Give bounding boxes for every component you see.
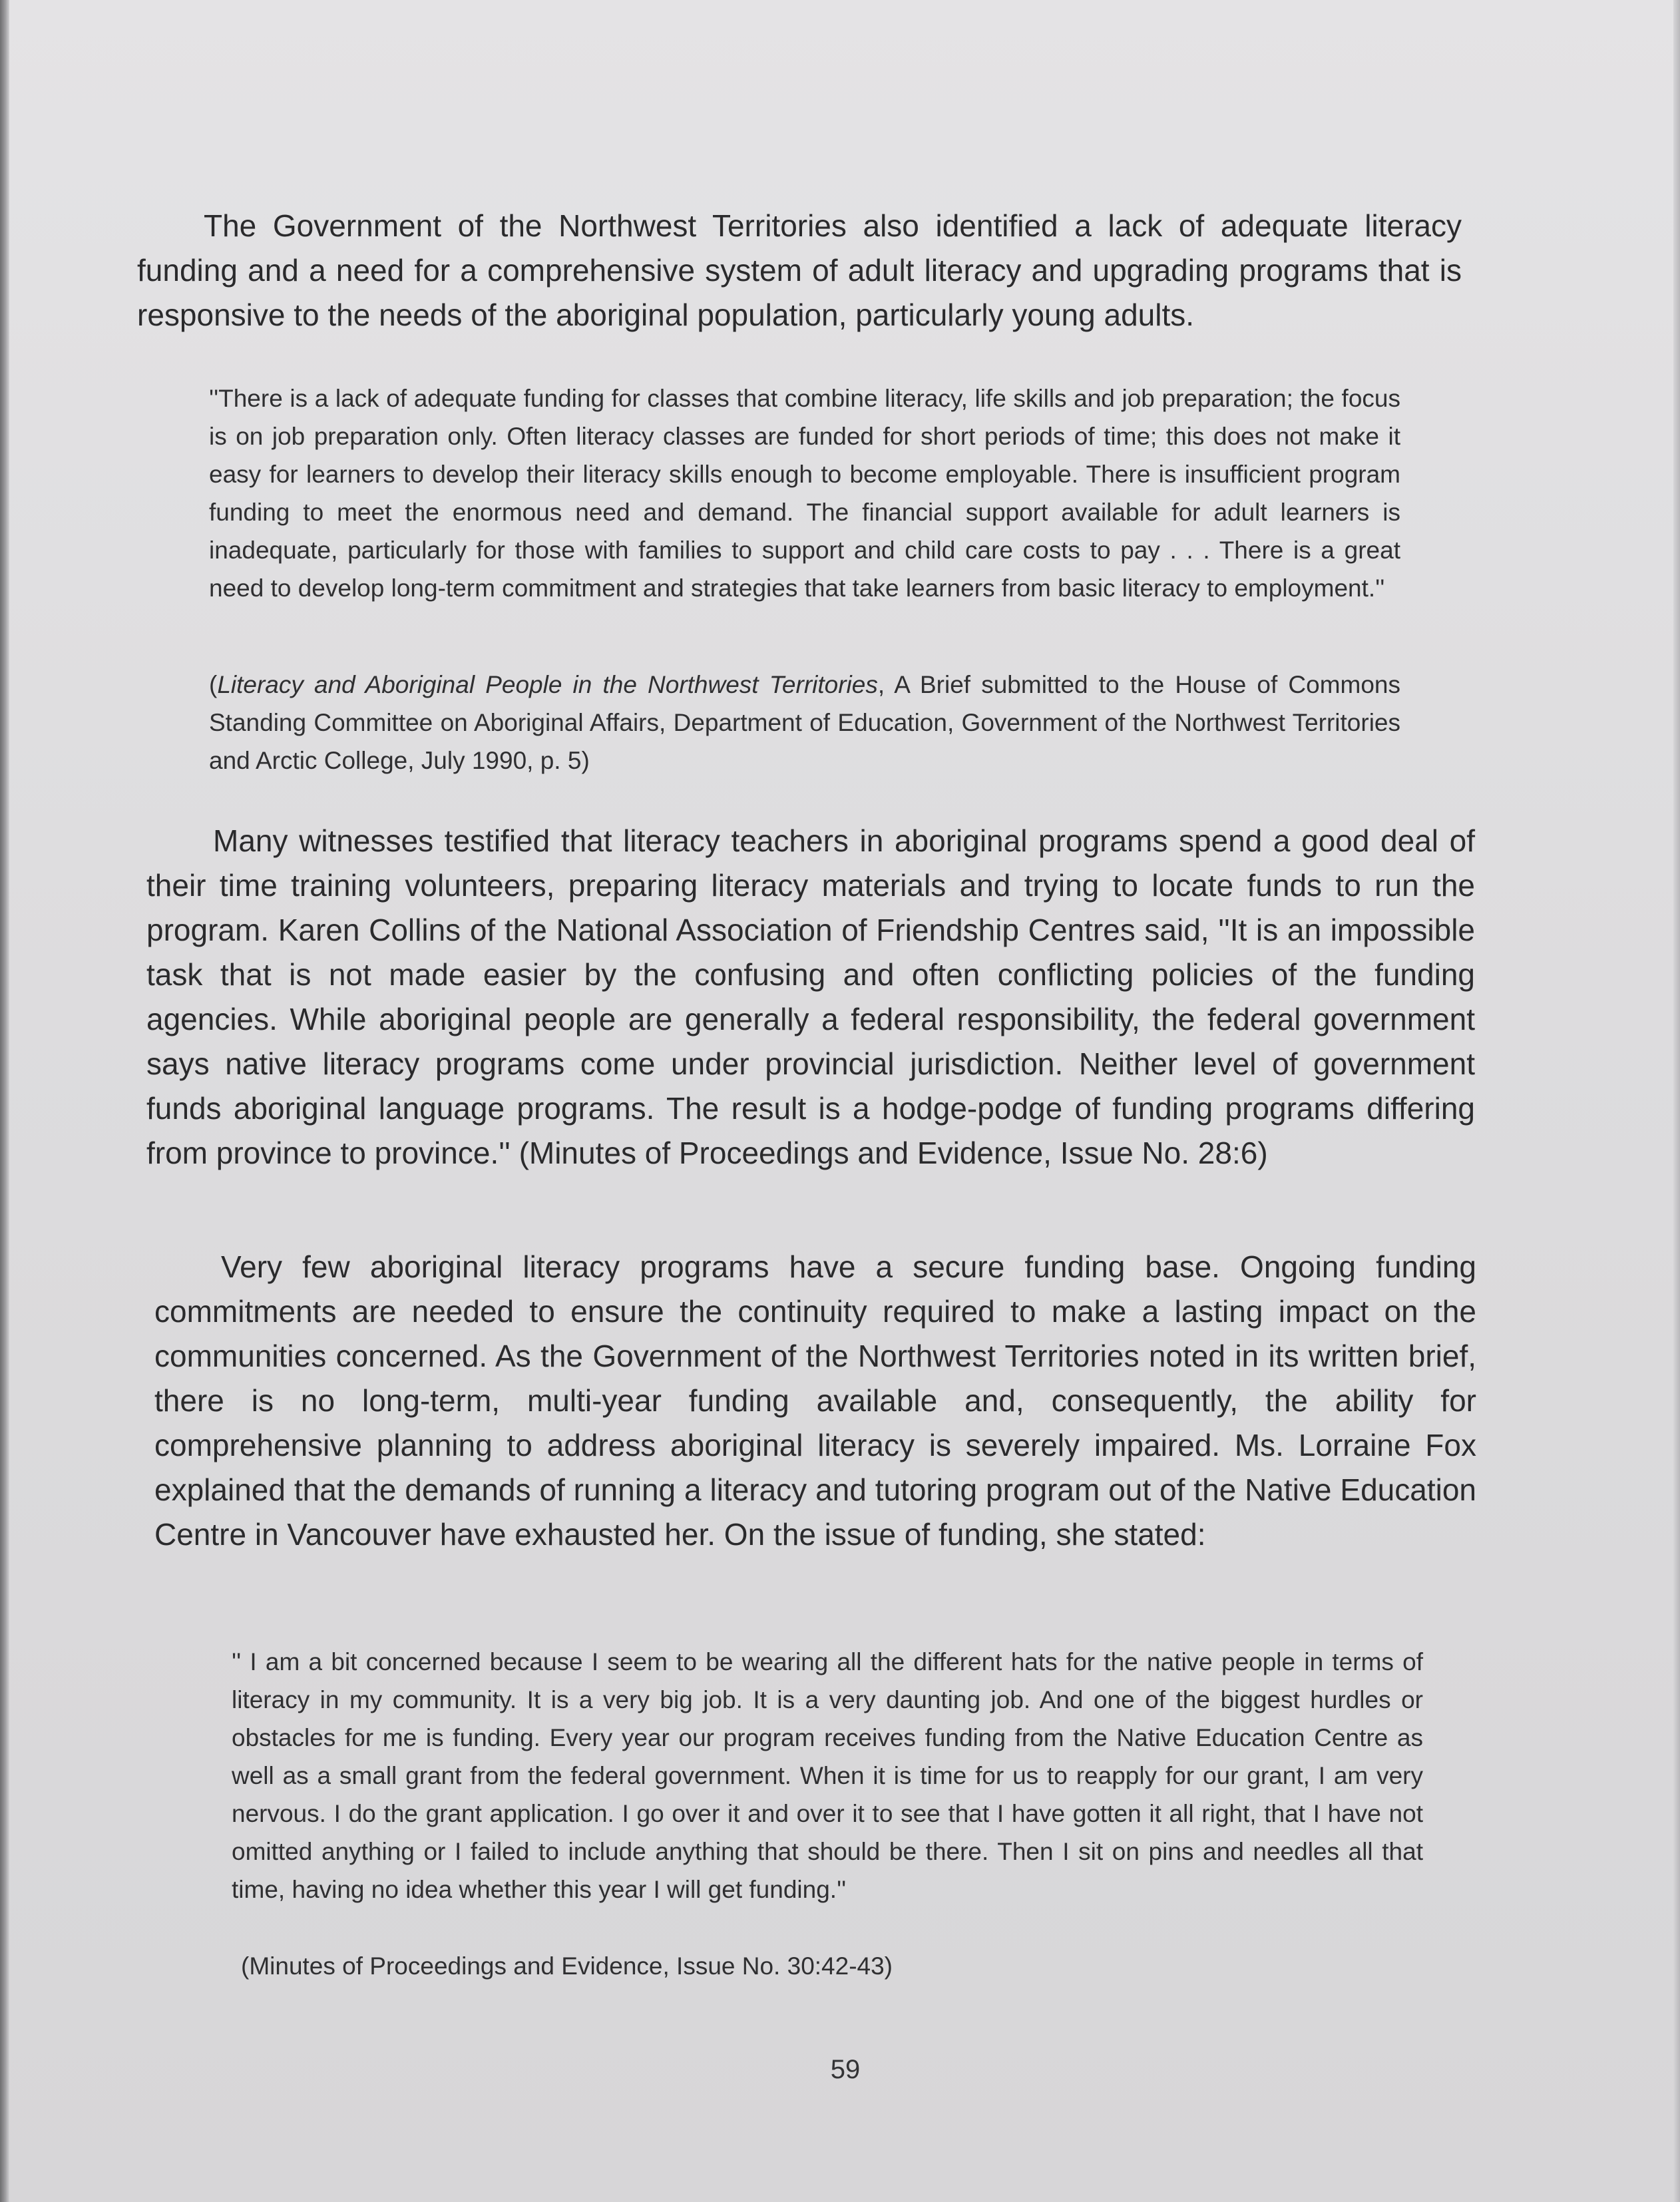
citation-open-paren: (	[209, 671, 218, 698]
page-number: 59	[830, 2055, 861, 2084]
citation-nwt-brief	[209, 666, 1400, 779]
paragraph-secure-funding: Very few aboriginal literacy programs have a secure funding base. Ongoing funding commitments are needed to ensure the continuity required to make a lasting impact on the communities concerned. As the Government of the Northwest Territories noted in its written brief, there is no long-term, multi-year funding available and, consequently, the ability for comprehensive planning to address aboriginal literacy is severely impaired. Ms. Lorraine Fox explained that the demands of running a literacy and tutoring program out of the Native Education Centre in Vancouver have exhausted her. On the issue of funding, she stated:	[154, 1249, 1476, 1552]
citation-details: , A Brief submitted to the House of Commons Standing Committee on Aboriginal Affairs, Department of Education, Government of the Northwest Territories and Arctic College, July 1990, p. 5)	[209, 671, 1400, 774]
paragraph-nwt-funding-need: The Government of the Northwest Territories also identified a lack of adequate literacy funding and a need for a comprehensive system of adult literacy and upgrading programs that is responsive to the needs of the aboriginal population, particularly young adults.	[137, 208, 1462, 332]
page-right-edge-shadow	[1673, 0, 1680, 2202]
block-quote-lorraine-fox: '' I am a bit concerned because I seem to be wearing all the different hats for the native people in terms of literacy in my community. It is a very big job. It is a very daunting job. And one of the biggest hurdles or obstacles for me is funding. Every year our program receives funding from the Native Education Centre as well as a small grant from the federal government. When it is time for us to reapply for our grant, I am very nervous. I do the grant application. I go over it and over it to see that I have gotten it all right, that I have not omitted anything or I failed to include anything that should be there. Then I sit on pins and needles all that time, having no idea whether this year I will get funding.''	[232, 1648, 1423, 1903]
page-left-edge-shadow	[0, 0, 9, 2202]
citation-minutes-proceedings: (Minutes of Proceedings and Evidence, Issue No. 30:42-43)	[241, 1952, 893, 1980]
citation-title: Literacy and Aboriginal People in the Northwest Territories	[217, 671, 878, 698]
block-quote-nwt-brief: ''There is a lack of adequate funding for classes that combine literacy, life skills and job preparation; the focus is on job preparation only. Often literacy classes are funded for short periods of time; this does not make it easy for learners to develop their literacy skills enough to become employable. There is insufficient program funding to meet the enormous need and demand. The financial support available for adult learners is inadequate, particularly for those with families to support and child care costs to pay . . . There is a great need to develop long-term commitment and strategies that take learners from basic literacy to employment.''	[209, 385, 1400, 602]
paragraph-witness-testimony: Many witnesses testified that literacy teachers in aboriginal programs spend a good deal of their time training volunteers, preparing literacy materials and trying to locate funds to run the program. Karen Collins of the National Association of Friendship Centres said, ''It is an impossible task that is not made easier by the confusing and often conflicting policies of the funding agencies. While aboriginal people are generally a federal responsibility, the federal government says native literacy programs come under provincial jurisdiction. Neither level of government funds aboriginal language programs. The result is a hodge-podge of funding programs differing from province to province.'' (Minutes of Proceedings and Evidence, Issue No. 28:6)	[146, 823, 1475, 1170]
